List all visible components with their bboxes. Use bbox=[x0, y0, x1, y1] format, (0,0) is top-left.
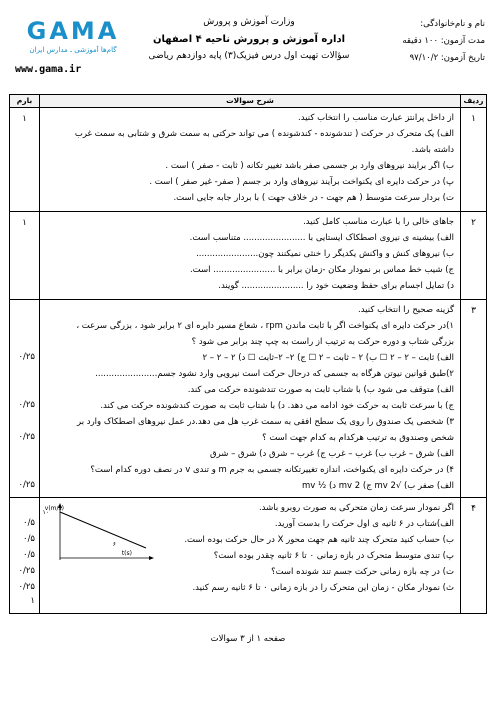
velocity-line bbox=[60, 512, 146, 548]
question-line: ج) با سرعت ثابت به حرکت خود ادامه می دهد. د) با شتاب ثابت به صورت کندشونده حرکت می کند. bbox=[100, 401, 454, 411]
col-num-header: ردیف bbox=[461, 95, 487, 108]
question-line: جاهای خالی را با عبارت مناسب کامل کنید. bbox=[303, 217, 454, 227]
col-score-header: بارم bbox=[10, 95, 40, 108]
question-score: ۱ bbox=[10, 108, 40, 212]
question-line: ۳) شخصی یک صندوق را روی یک سطح افقی به سمت غرب هل می دهد.در عمل نیروهای اصطکاک وارد بر bbox=[77, 417, 454, 427]
svg-text:GAMA: GAMA bbox=[26, 17, 120, 45]
question-score: ۱ bbox=[10, 212, 40, 300]
questions-table bbox=[9, 94, 487, 614]
question-score: ۱ bbox=[30, 596, 35, 606]
question-line: پ) در حرکت دایره ای یکنواخت برآیند نیروهای وارد بر جسم ( صفر- غیر صفر ) است . bbox=[149, 177, 454, 187]
question-scores bbox=[10, 300, 40, 498]
t-axis-label: t(s) bbox=[121, 550, 132, 557]
question-line: از داخل پرانتز عبارت مناسب را انتخاب کنید. bbox=[298, 113, 454, 123]
v-axis-label: v(m/s) bbox=[44, 505, 64, 512]
question-line: ۱)در حرکت دایره ای یکنواخت اگر با ثابت ماندن rpm ، شعاع مسیر دایره ای ۲ برابر شود ، بزرگی سرعت ، bbox=[76, 321, 454, 331]
v0-tick: ۱۰ bbox=[42, 509, 49, 516]
question-score: ۰/۲۵ bbox=[18, 480, 35, 490]
question-row-1 bbox=[10, 108, 487, 212]
col-body-header: شرح سوالات bbox=[40, 95, 461, 108]
question-score: ۰/۲۵ bbox=[18, 400, 35, 410]
question-line: ب) نیروهای کنش و واکنش یکدیگر را خنثی نمیکنند چون....................... bbox=[196, 249, 454, 259]
gama-logo bbox=[9, 10, 134, 86]
exam-title-block bbox=[139, 14, 359, 65]
exam-title: سؤالات تهیت اول درس فیزیک(۳) پایه دوازدهم ریاضی bbox=[148, 51, 350, 61]
question-row-2 bbox=[10, 212, 487, 300]
ministry-title: وزارت آموزش و پرورش bbox=[203, 17, 295, 27]
question-line: ۴) در حرکت دایره ای یکنواخت، اندازه تغییرتکانه جسمی به جرم m و تندی v در نصف دوره کدام است؟ bbox=[90, 465, 454, 475]
question-line: داشته باشد. bbox=[411, 145, 454, 155]
duration-label: مدت آزمون: ۱۰۰ دقیقه bbox=[402, 36, 485, 46]
question-score: ۰/۵ bbox=[23, 518, 35, 528]
question-line: الف) بیشینه ی نیروی اصطکاک ایستایی با ....................... متناسب است. bbox=[189, 233, 454, 243]
question-line: ب) حساب کنید متحرک چند ثانیه هم جهت محور X در حال حرکت بوده است. bbox=[184, 535, 454, 545]
name-label: نام و نام‌خانوادگی: bbox=[420, 19, 485, 29]
question-score: ۰/۵ bbox=[23, 550, 35, 560]
logo-subtitle: گام‌ها آموزشی ـ مدارس ایران bbox=[29, 46, 117, 54]
question-line: ت) در چه بازه زمانی حرکت جسم تند شونده است؟ bbox=[271, 567, 454, 577]
question-body bbox=[40, 212, 461, 300]
question-line: الف) یک متحرک در حرکت ( تندشونده - کندشونده ) می تواند حرکتی به سمت شرق و شتابی به سمت غرب bbox=[74, 129, 454, 139]
question-score: ۰/۵ bbox=[23, 534, 35, 544]
question-body bbox=[40, 300, 461, 498]
date-label: تاریخ آزمون: ۹۷/۱۰/۲ bbox=[409, 53, 485, 63]
question-line: الف) صفر ب) √2 mv ج) 2 mv د) ½ mv bbox=[302, 481, 454, 491]
question-line: الف) متوقف می شود ب) با شتاب ثابت به صورت تندشونده حرکت می کند. bbox=[187, 385, 454, 395]
question-line: شخص وصندوق به ترتیب هرکدام به کدام جهت است ؟ bbox=[262, 433, 454, 443]
office-title: اداره آموزش و پرورش ناحیه ۴ اصفهان bbox=[152, 34, 346, 45]
question-score: ۰/۲۵ bbox=[18, 582, 35, 592]
question-num: ۴ bbox=[461, 498, 487, 614]
page-footer: صفحه ۱ از ۳ سوالات bbox=[210, 634, 286, 644]
gama-logo-icon bbox=[17, 16, 129, 46]
exam-page bbox=[9, 6, 487, 696]
question-line: ث) نمودار مکان - زمان این متحرک را در بازه زمانی ۰ تا ۶ ثانیه رسم کنید. bbox=[192, 583, 454, 593]
question-line: گزینه صحیح را انتخاب کنید. bbox=[358, 305, 454, 315]
question-body bbox=[40, 498, 461, 614]
question-line: الف) ثابت – ۲ – ۲ ☐ ب) ۲ – ثابت – ۲ ☐ ج) ۲– ۲–ثابت ☐ د) ۲ – ۲ – ۲ bbox=[202, 353, 454, 363]
question-line: الف)شتاب در ۶ ثانیه ی اول حرکت را بدست آورید. bbox=[274, 519, 454, 529]
question-line: ج) شیب خط مماس بر نمودار مکان -زمان برابر با ....................... است. bbox=[189, 265, 454, 275]
question-line: بزرگی شتاب و دوره حرکت به ترتیب از راست به چپ چند برابر می شود ؟ bbox=[191, 337, 454, 347]
question-line: اگر نمودار سرعت زمان متحرکی به صورت روبرو باشد. bbox=[258, 503, 454, 513]
question-score: ۰/۲۵ bbox=[18, 352, 35, 362]
question-num: ۱ bbox=[461, 108, 487, 212]
logo-url: www.gama.ir bbox=[15, 64, 82, 75]
question-line: پ) تندی متوسط متحرک در بازه زمانی ۰ تا ۶ ثانیه چقدر بوده است؟ bbox=[213, 551, 454, 561]
question-body bbox=[40, 108, 461, 212]
question-line: ۲)طبق قوانین نیوتن هرگاه به جسمی که درحال حرکت است نیرویی وارد نشود جسم....................... bbox=[95, 369, 454, 379]
question-num: ۲ bbox=[461, 212, 487, 300]
t-mark: ۶ bbox=[112, 541, 116, 548]
question-row-4 bbox=[10, 498, 487, 614]
question-line: الف) شرق – غرب ب) غرب – غرب ج) غرب – شرق د) شرق – شرق bbox=[210, 449, 454, 459]
question-line: د) تمایل اجسام برای حفظ وضعیت خود را ....................... گویند. bbox=[218, 281, 454, 291]
question-row-3 bbox=[10, 300, 487, 498]
t-axis-arrow bbox=[149, 556, 154, 560]
question-scores bbox=[10, 498, 40, 614]
question-score: ۰/۲۵ bbox=[18, 566, 35, 576]
question-line: ب) اگر برایند نیروهای وارد بر جسمی صفر باشد تغییر تکانه ( ثابت - صفر ) است . bbox=[165, 161, 454, 171]
question-score: ۰/۲۵ bbox=[18, 432, 35, 442]
question-line: ت) بردار سرعت متوسط ( هم جهت - در خلاف جهت ) با بردار جابه جایی است. bbox=[173, 193, 454, 203]
question-num: ۳ bbox=[461, 300, 487, 498]
velocity-time-graph bbox=[42, 502, 156, 562]
exam-header bbox=[9, 6, 487, 92]
